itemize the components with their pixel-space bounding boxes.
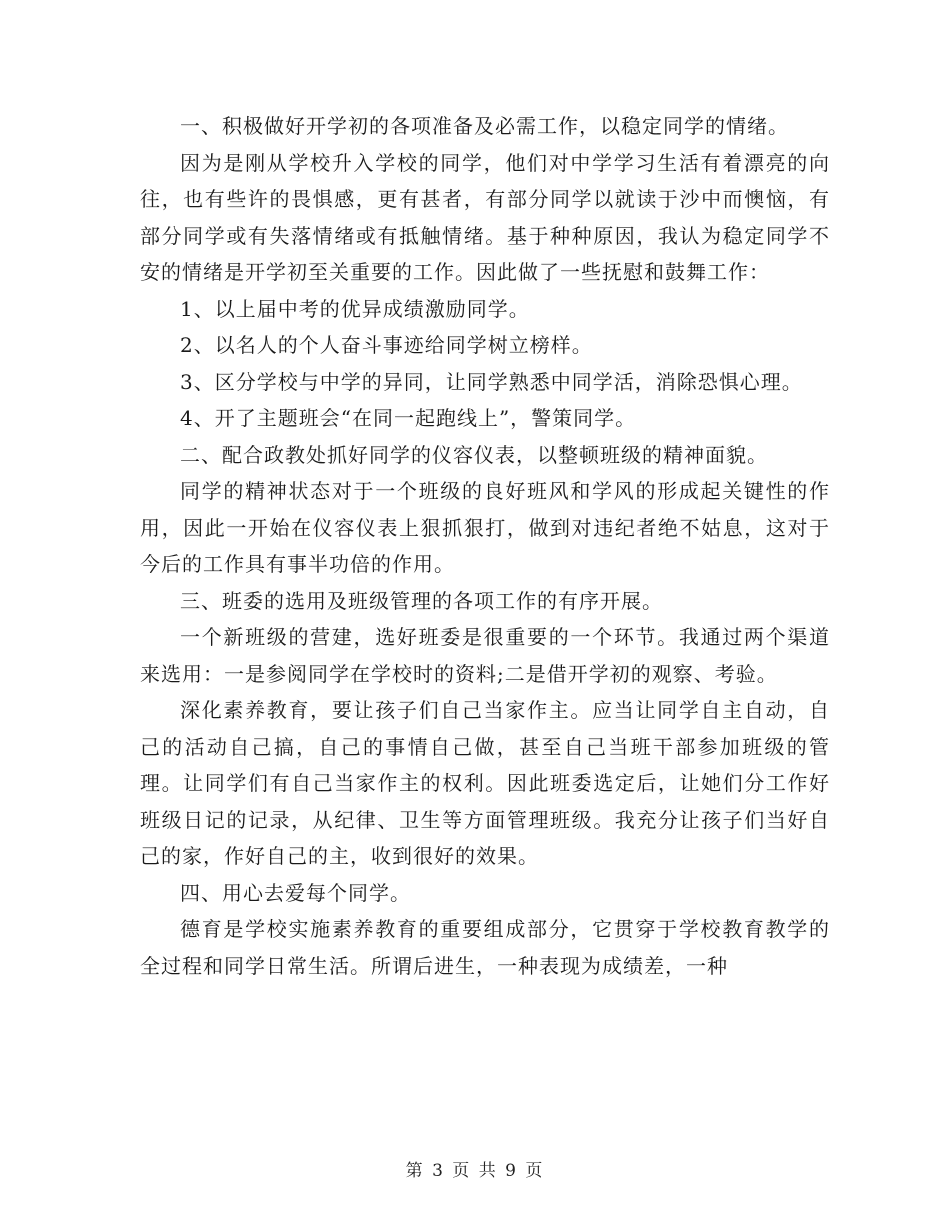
- list-item: 1、以上届中考的优异成绩激励同学。: [180, 296, 530, 321]
- section-heading-4: 四、用心去爱每个同学。: [180, 880, 411, 905]
- section-heading-3: 三、班委的选用及班级管理的各项工作的有序开展。: [180, 588, 663, 613]
- paragraph: 德育是学校实施素养教育的重要组成部分，它贯穿于学校教育教学的全过程和同学日常生活。所谓后进生，一种表现为成绩差，一种: [140, 917, 830, 978]
- list-item: 3、区分学校与中学的异同，让同学熟悉中同学活，消除恐惧心理。: [180, 369, 803, 394]
- section-heading-1: 一、积极做好开学初的各项准备及必需工作，以稳定同学的情绪。: [180, 114, 789, 138]
- paragraph: 深化素养教育，要让孩子们自己当家作主。应当让同学自主自动，自己的活动自己搞，自己的事情自己做，甚至自己当班干部参加班级的管理。让同学们有自己当家作主的权利。因此班委选定后，让她们分工作好班级日记的记录，从纪律、卫生等方面管理班级。我充分让孩子们当好自己的家，作好自己的主，收到很好的效果。: [140, 698, 830, 868]
- list-item: 2、以名人的个人奋斗事迹给同学树立榜样。: [180, 333, 593, 357]
- page-number-footer: 第 3 页 共 9 页: [405, 1161, 545, 1181]
- document-body: [140, 108, 830, 984]
- list-item: 4、开了主题班会“在同一起跑线上”，警策同学。: [180, 406, 637, 430]
- paragraph: 同学的精神状态对于一个班级的良好班风和学风的形成起关键性的作用，因此一开始在仪容仪表上狠抓狠打，做到对违纪者绝不姑息，这对于今后的工作具有事半功倍的作用。: [140, 479, 830, 576]
- paragraph: 一个新班级的营建，选好班委是很重要的一个环节。我通过两个渠道来选用：一是参阅同学在学校时的资料;二是借开学初的观察、考验。: [140, 625, 830, 686]
- section-heading-2: 二、配合政教处抓好同学的仪容仪表，以整顿班级的精神面貌。: [180, 442, 768, 467]
- paragraph: 因为是刚从学校升入学校的同学，他们对中学学习生活有着漂亮的向往，也有些许的畏惧感，更有甚者，有部分同学以就读于沙中而懊恼，有部分同学或有失落情绪或有抵触情绪。基于种种原因，我认为稳定同学不安的情绪是开学初至关重要的工作。因此做了一些抚慰和鼓舞工作：: [140, 150, 830, 284]
